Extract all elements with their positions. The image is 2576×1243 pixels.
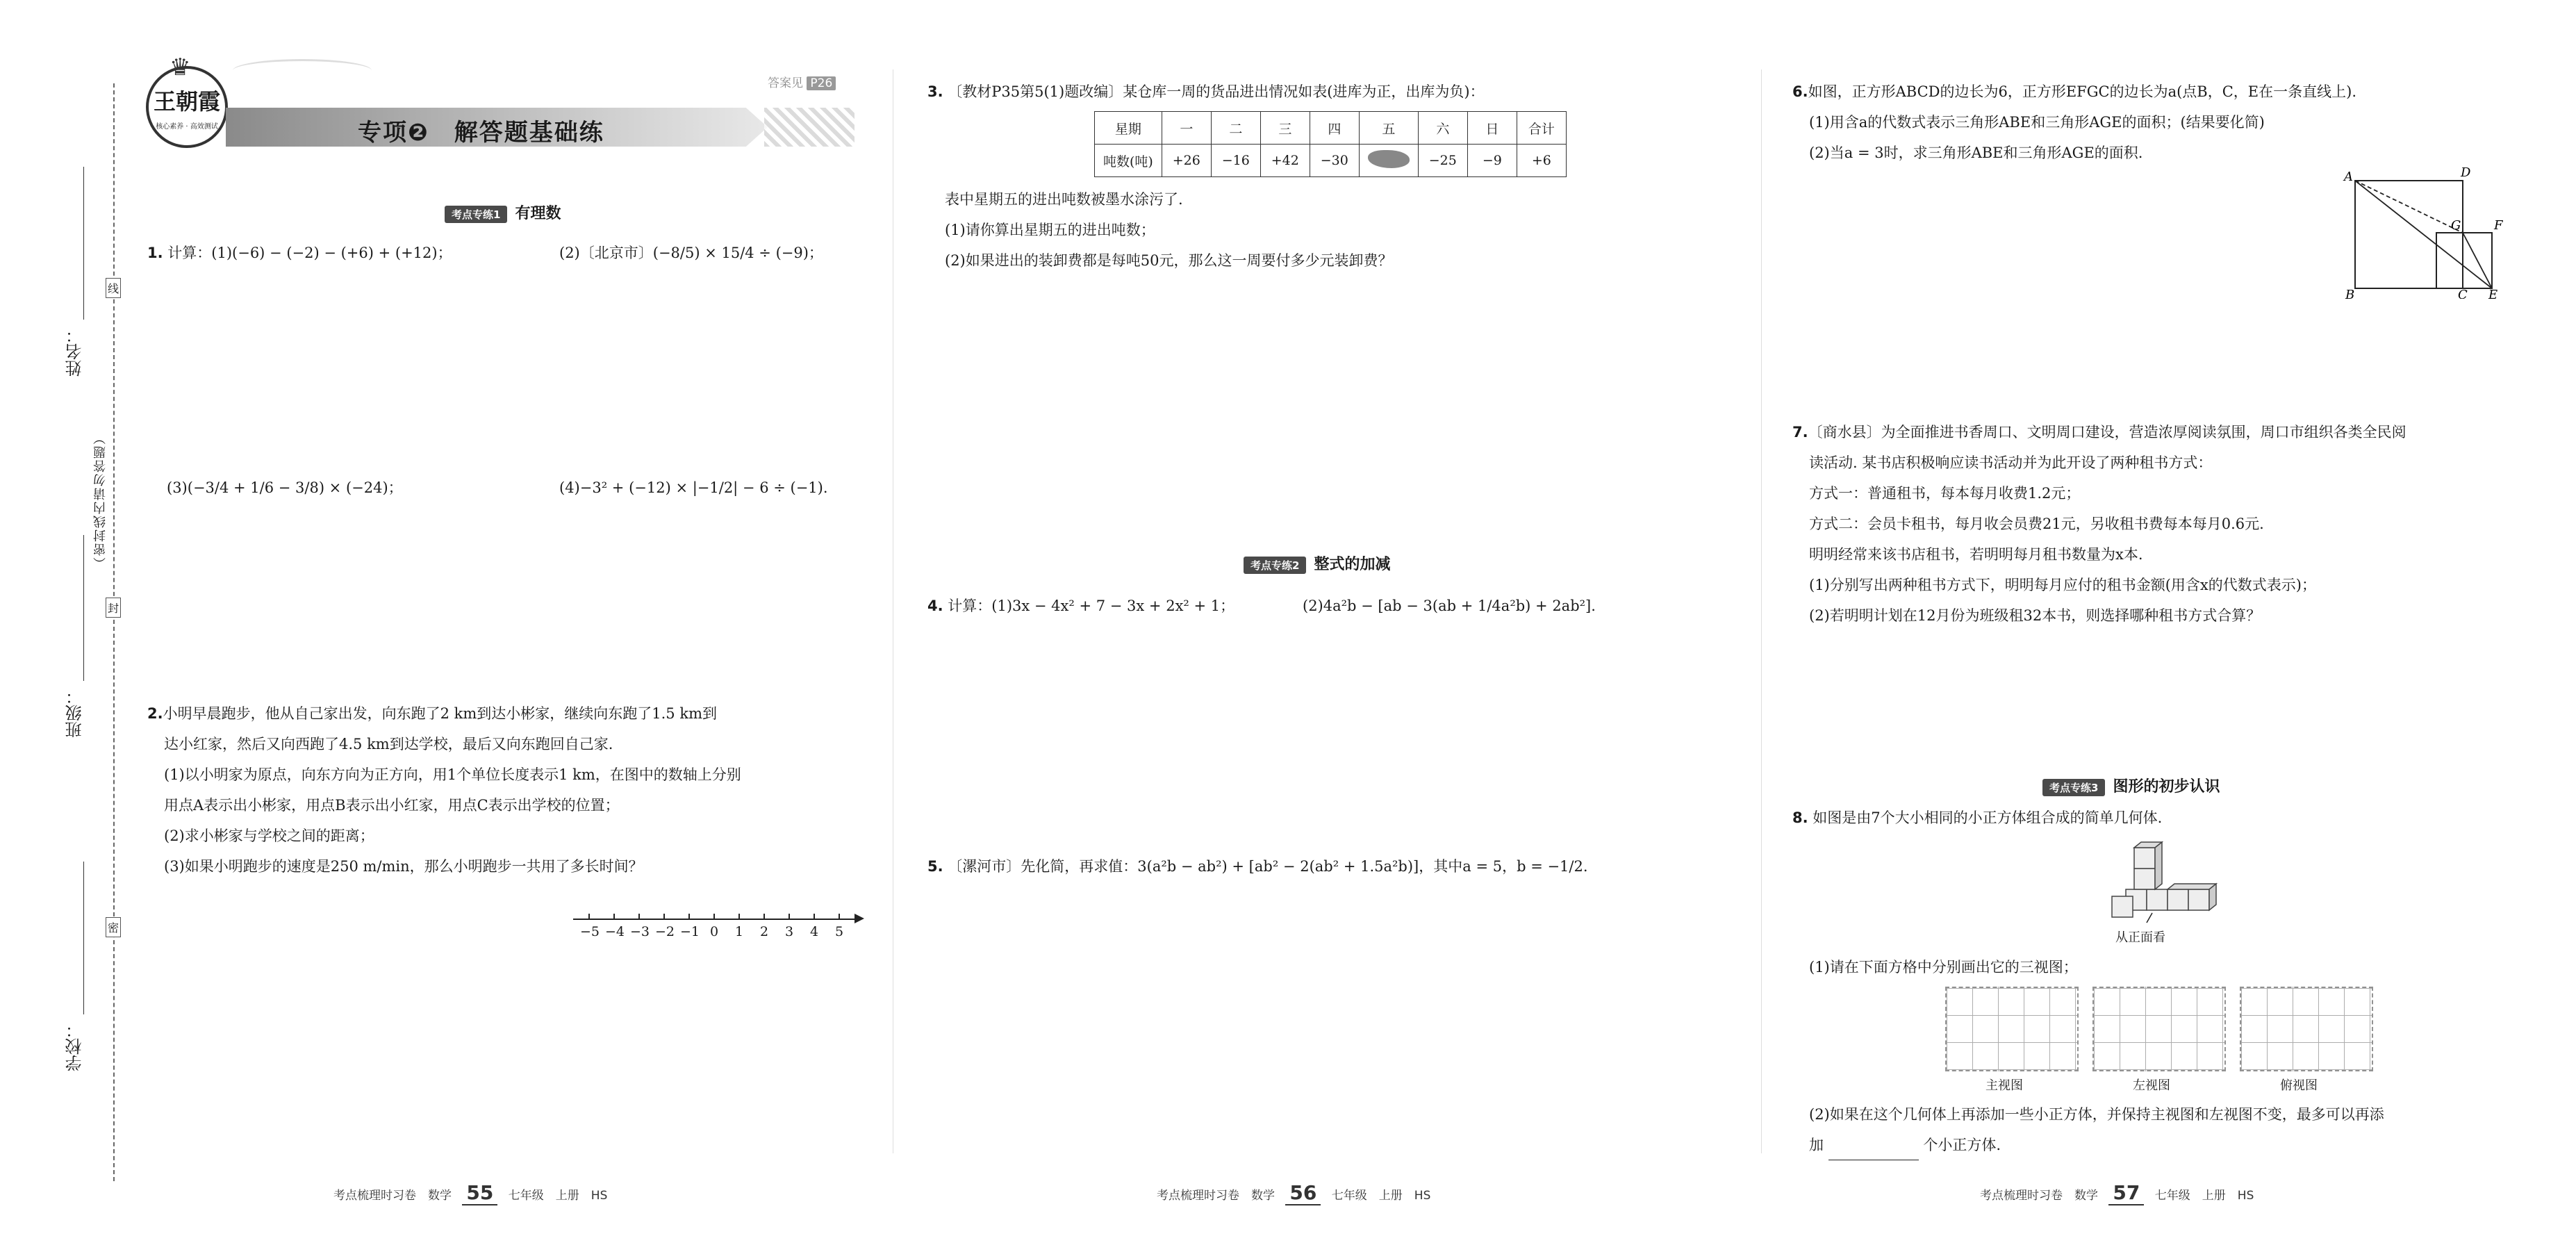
stock-table-cell: 吨数(吨) [1095,145,1162,177]
question-2-line-3: (1)以小明家为原点，向东方向为正方向，用1个单位长度表示1 km，在图中的数轴上分别 [164,766,741,783]
label-g: G [2451,218,2461,233]
question-7-number: 7. [1792,424,1808,441]
section-2-title: 整式的加减 [1314,556,1391,573]
question-3-body [945,184,1392,276]
footer-right: 七年级 上册 HS [1331,1189,1431,1203]
section-3-title: 图形的初步认识 [2113,778,2220,796]
stock-table-header-row [1095,112,1567,145]
question-6-number: 6. [1792,83,1808,100]
number-line-tick-label: 3 [784,924,794,939]
question-2-line-4: 用点A表示出小彬家，用点B表示出小红家，用点C表示出学校的位置； [164,797,620,814]
segment-ge [2463,233,2492,288]
question-3-note: 表中星期五的进出吨数被墨水涂污了. [945,191,1183,208]
number-line-tick-label: −3 [630,924,650,939]
stock-table [1094,111,1567,177]
question-3-part-2: (2)如果进出的装卸费都是每吨50元，那么这一周要付多少元装卸费？ [945,252,1393,269]
answer-ref [768,73,836,90]
question-1-part-3: (3)(−3/4 + 1/6 − 3/8) × (−24)； [167,479,403,496]
answer-blank[interactable] [1828,1144,1919,1160]
number-line-tick [588,914,590,919]
answer-ref-page: P26 [807,76,836,90]
section-1-badge: 考点专练1 [445,206,507,223]
question-2 [147,698,741,882]
question-5 [927,851,1588,882]
footer-right: 七年级 上册 HS [508,1189,608,1203]
ribbon-decoration [233,59,372,82]
footer-left: 考点梳理时习卷 数学 [333,1189,452,1203]
section-1-heading [445,201,561,223]
question-8-part-1: (1)请在下面方格中分别画出它的三视图； [1809,959,2078,976]
stock-table-cell: +26 [1162,145,1211,177]
number-line-tick [638,914,640,919]
label-e: E [2488,288,2498,299]
front-view-label: 主视图 [1985,1078,2023,1093]
question-8-part-2 [1809,1099,2384,1160]
number-line-tick [713,914,715,919]
cube [2134,848,2155,869]
label-d: D [2461,167,2471,180]
number-line-tick-label: 2 [759,924,769,939]
header [135,52,858,156]
seal-mark-seal: 封 [106,598,121,618]
question-8-stem [1792,802,2162,833]
footer-page-55 [333,1181,607,1205]
number-line-tick-label: −5 [580,924,600,939]
question-1-part-4: (4)−3² + (−12) × |−1/2| − 6 ÷ (−1). [559,479,828,496]
question-3-stem [927,76,1485,107]
section-3-badge: 考点专练3 [2042,779,2105,796]
number-line-tick-label: 1 [734,924,744,939]
stock-table-cell: −16 [1211,145,1260,177]
label-c: C [2458,288,2468,299]
question-1-number: 1. [147,245,163,261]
question-7-line-3: 方式一：普通租书，每本每月收费1.2元； [1809,485,2081,502]
footer-right: 七年级 上册 HS [2154,1189,2254,1203]
page-title: 专项❷ 解答题基础练 [358,119,604,147]
question-6 [1792,76,2356,168]
stock-table-header-cell: 四 [1310,112,1359,145]
number-line-tick [839,914,840,919]
question-8-part-2-suffix: 个小正方体. [1923,1137,2001,1153]
question-4-part-1-text: 计算：(1)3x − 4x² + 7 − 3x + 2x² + 1； [948,598,1235,614]
stock-table-cell: −9 [1467,145,1517,177]
question-2-line-1: 小明早晨跑步，他从自己家出发，向东跑了2 km到达小彬家，继续向东跑了1.5 km到 [163,705,717,722]
ink-blot-cell [1359,145,1418,177]
column-divider [1761,69,1762,1153]
question-2-line-2: 达小红家，然后又向西跑了4.5 km到达学校，最后又向东跑回自己家. [164,736,613,752]
question-8-part-2-line-1: (2)如果在这个几何体上再添加一些小正方体，并保持主视图和左视图不变，最多可以再添 [1809,1106,2384,1123]
cube-side [2155,842,2162,889]
number-line-tick [738,914,740,919]
square-abcd [2355,181,2463,288]
number-line-tick-label: −1 [680,924,700,939]
number-line [573,910,865,945]
footer-page-56 [1157,1181,1430,1205]
question-1-part-1 [147,238,452,268]
class-label: 班级： [65,688,85,738]
stock-table-header-cell: 三 [1260,112,1310,145]
front-view-caption: 从正面看 [2115,930,2165,945]
left-view-grid [2092,987,2226,1071]
school-label: 学校： [65,1021,85,1071]
cube [2168,889,2188,910]
footer-page-57 [1980,1181,2254,1205]
seal-mark-secret: 密 [106,917,121,937]
question-1-part-2: (2)〔北京市〕(−8/5) × 15/4 ÷ (−9)； [559,245,823,261]
square-figure [2334,167,2508,299]
brand-logo [146,53,228,148]
question-5-text: 〔漯河市〕先化简，再求值：3(a²b − ab²) + [ab² − 2(ab² + 1.5a²b)]，其中a = 5，b = −1/2. [948,858,1588,875]
stock-table-header-cell: 日 [1467,112,1517,145]
cube [2134,869,2155,889]
question-7-line-4: 方式二：会员卡租书，每月收会员费21元，另收租书费每本每月0.6元. [1809,516,2264,532]
stock-table-header-cell: 二 [1211,112,1260,145]
seal-mark-line: 线 [106,278,121,298]
label-b: B [2345,288,2355,299]
footer-left: 考点梳理时习卷 数学 [1157,1189,1275,1203]
segment-ae [2355,181,2492,288]
cube-top [2168,884,2216,889]
square-efgc [2436,233,2492,288]
name-label: 姓名： [65,327,85,377]
question-7-line-1: 〔商水县〕为全面推进书香周口、文明周口建设，营造浓厚阅读氛围，周口市组织各类全民阅 [1808,424,2406,441]
cube [2147,889,2168,910]
number-line-tick [688,914,690,919]
number-line-tick-label: 0 [709,924,719,939]
stock-table-cell: −30 [1310,145,1359,177]
page-number: 56 [1285,1181,1321,1205]
cube [2188,889,2209,910]
question-5-number: 5. [927,858,943,875]
class-underline [83,535,84,681]
question-7 [1792,417,2406,631]
stock-table-cell: +6 [1517,145,1566,177]
seal-note: （密封线内请勿答题） [93,431,108,570]
crown-icon: ♛ [170,53,191,81]
question-8-part-2-line-2 [1809,1130,2384,1160]
question-8-stem-text: 如图是由7个大小相同的小正方体组合成的简单几何体. [1813,809,2163,826]
brand-sub: 核心素养 · 高效测试 [156,123,218,131]
label-a: A [2344,170,2353,184]
question-7-line-2: 读活动. 某书店积极响应读书活动并为此开设了两种租书方式： [1809,454,2213,471]
school-underline [83,862,84,1014]
number-line-tick-label: −4 [605,924,625,939]
question-2-line-6: (3)如果小明跑步的速度是250 m/min，那么小明跑步一共用了多长时间？ [164,858,643,875]
view-arrow [2147,913,2152,923]
question-8-part-2-prefix: 加 [1809,1137,1824,1153]
stock-table-header-cell: 合计 [1517,112,1566,145]
name-underline [83,167,84,320]
section-2-badge: 考点专练2 [1244,557,1306,574]
binding-margin [0,0,125,1181]
stock-table-cell: +42 [1260,145,1310,177]
number-line-tick [789,914,790,919]
number-line-axis [573,919,858,920]
question-3-part-1: (1)请你算出星期五的进出吨数； [945,222,1155,238]
question-6-part-1: (1)用含a的代数式表示三角形ABE和三角形AGE的面积；(结果要化简) [1809,114,2265,131]
front-view-grid [1945,987,2079,1071]
question-8-number: 8. [1792,809,1808,826]
ink-blot [1368,150,1410,168]
stock-table-header-cell: 六 [1418,112,1467,145]
page-number: 57 [2108,1181,2144,1205]
question-4-part-1 [927,591,1235,621]
section-3-heading [2042,775,2220,796]
question-2-number: 2. [147,705,163,722]
cube [2112,896,2133,917]
left-view-label: 左视图 [2133,1078,2170,1093]
question-7-line-5: 明明经常来该书店租书，若明明每月租书数量为x本. [1809,546,2143,563]
stock-table-value-row [1095,145,1567,177]
number-line-tick [613,914,615,919]
page-number: 55 [462,1181,497,1205]
number-line-tick-label: −2 [655,924,675,939]
label-f: F [2494,218,2503,233]
section-1-title: 有理数 [515,205,561,222]
number-line-arrow [854,914,864,923]
checker-pattern [764,108,854,147]
top-view-grid [2240,987,2373,1071]
question-1-part-1-text: 计算：(1)(−6) − (−2) − (+6) + (+12)； [167,245,452,261]
cube-figure [2091,834,2230,924]
number-line-tick [763,914,765,919]
number-line-tick [814,914,815,919]
stock-table-cell: −25 [1418,145,1467,177]
top-view-label: 俯视图 [2280,1078,2318,1093]
footer-left: 考点梳理时习卷 数学 [1980,1189,2098,1203]
question-6-part-2: (2)当a = 3时，求三角形ABE和三角形AGE的面积. [1809,145,2143,161]
number-line-tick [663,914,665,919]
question-4-number: 4. [927,598,943,614]
stock-table-header-cell: 一 [1162,112,1211,145]
number-line-tick-label: 5 [834,924,844,939]
question-2-line-5: (2)求小彬家与学校之间的距离； [164,828,374,844]
question-7-line-7: (2)若明明计划在12月份为班级租32本书，则选择哪种租书方式合算？ [1809,607,2261,624]
question-6-stem: 如图，正方形ABCD的边长为6，正方形EFGC的边长为a(点B，C，E在一条直线上). [1808,83,2356,100]
stock-table-header-cell: 五 [1359,112,1418,145]
segment-ag [2355,181,2463,233]
section-2-heading [1244,552,1391,574]
question-7-line-6: (1)分别写出两种租书方式下，明明每月应付的租书金额(用含x的代数式表示)； [1809,577,2316,593]
stock-table-header-cell: 星期 [1095,112,1162,145]
question-3-number: 3. [927,83,943,100]
question-4-part-2: (2)4a²b − [ab − 3(ab + 1/4a²b) + 2ab²]. [1303,598,1596,614]
number-line-tick-label: 4 [809,924,819,939]
answer-ref-label: 答案见 [768,76,803,90]
question-3-stem-text: 〔教材P35第5(1)题改编〕某仓库一周的货品进出情况如表(进库为正，出库为负)： [948,83,1485,100]
seal-dashed-line [113,83,115,1181]
brand-name: 王朝霞 [153,88,220,115]
